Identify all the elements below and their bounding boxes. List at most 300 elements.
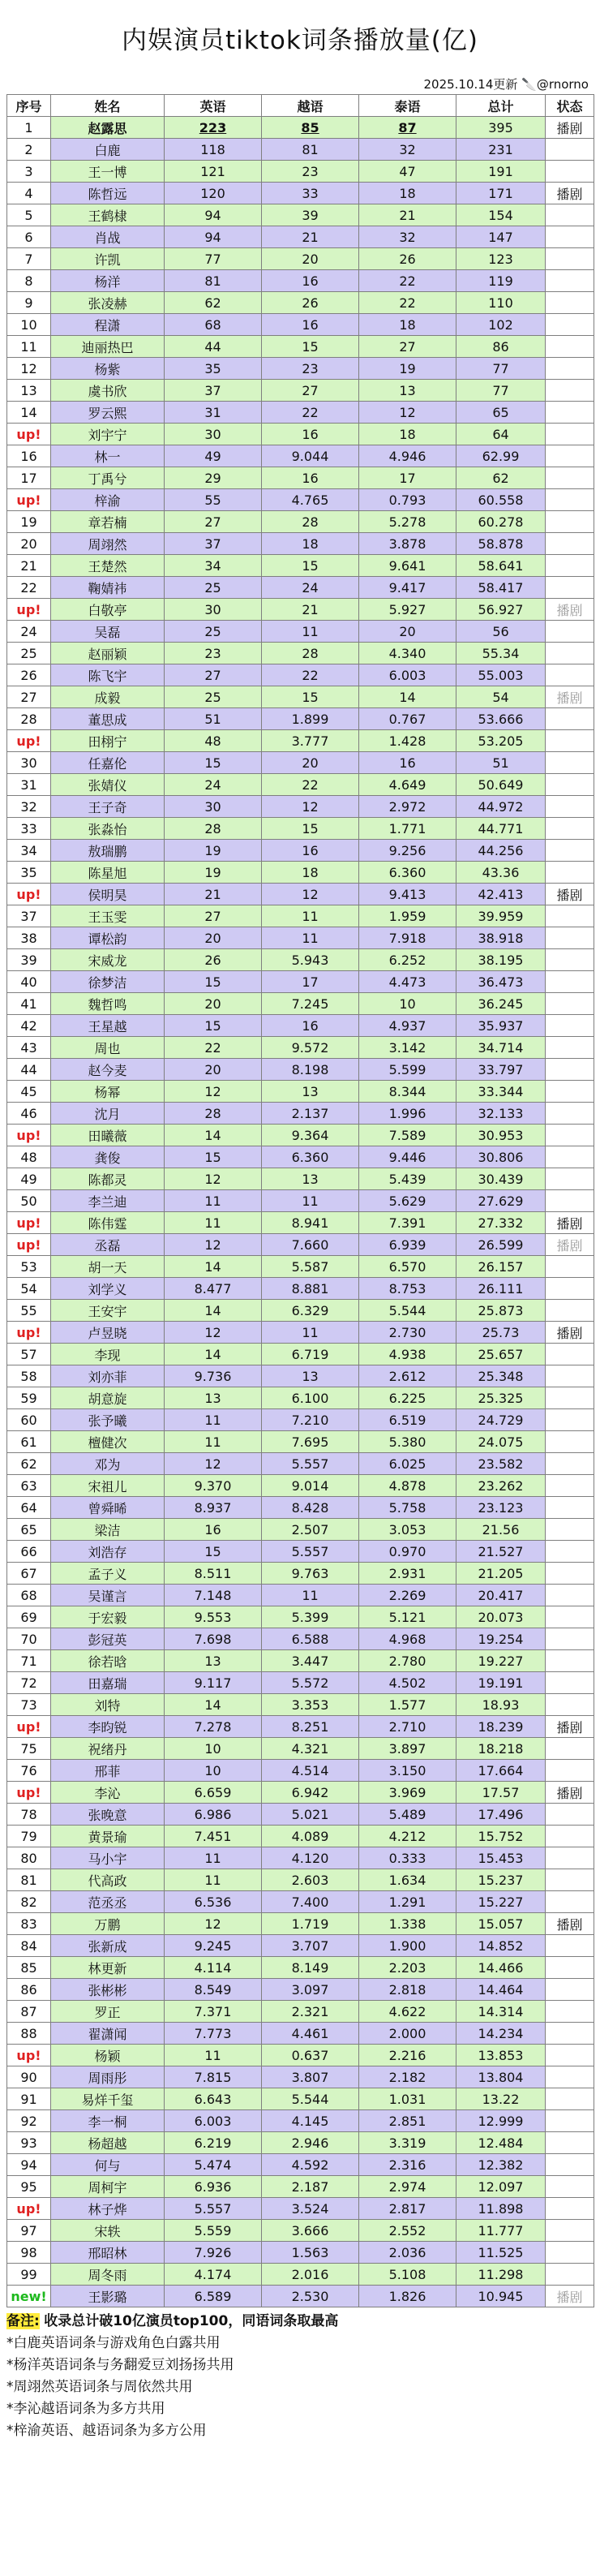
table-row <box>7 336 594 358</box>
row-name: 魏哲鸣 <box>51 993 165 1015</box>
row-name: 范丞丞 <box>51 1891 165 1913</box>
row-name: 易烊千玺 <box>51 2088 165 2110</box>
row-name: 杨颖 <box>51 2045 165 2066</box>
row-english: 7.451 <box>165 1826 262 1847</box>
row-thai: 32 <box>359 139 456 161</box>
row-name: 邢昭林 <box>51 2242 165 2264</box>
row-status <box>546 292 594 314</box>
row-status <box>546 1431 594 1453</box>
table-row <box>7 1716 594 1738</box>
notes-label: 备注: <box>6 2313 40 2329</box>
row-name: 檀健次 <box>51 1431 165 1453</box>
row-index: 80 <box>7 1847 51 1869</box>
row-thai: 4.946 <box>359 445 456 467</box>
table-row <box>7 818 594 840</box>
row-vietnamese: 11 <box>262 927 359 949</box>
row-status <box>546 2176 594 2198</box>
row-status <box>546 1979 594 2001</box>
row-english: 31 <box>165 402 262 424</box>
table-row <box>7 2176 594 2198</box>
row-index: 25 <box>7 643 51 664</box>
row-status <box>546 2023 594 2045</box>
row-english: 27 <box>165 664 262 686</box>
table-row <box>7 927 594 949</box>
row-index: 61 <box>7 1431 51 1453</box>
row-name: 张凌赫 <box>51 292 165 314</box>
table-row <box>7 248 594 270</box>
row-thai: 6.519 <box>359 1409 456 1431</box>
row-thai: 4.473 <box>359 971 456 993</box>
row-english: 7.278 <box>165 1716 262 1738</box>
row-index: 58 <box>7 1365 51 1387</box>
row-english: 11 <box>165 1212 262 1234</box>
row-name: 吴谨言 <box>51 1585 165 1606</box>
row-index: 81 <box>7 1869 51 1891</box>
row-name: 杨洋 <box>51 270 165 292</box>
row-thai: 26 <box>359 248 456 270</box>
row-total: 171 <box>456 183 546 204</box>
row-status <box>546 1957 594 1979</box>
row-thai: 4.878 <box>359 1475 456 1497</box>
table-row <box>7 489 594 511</box>
row-english: 4.174 <box>165 2264 262 2286</box>
row-index: 46 <box>7 1103 51 1125</box>
row-status <box>546 708 594 730</box>
row-name: 张淼怡 <box>51 818 165 840</box>
row-index: 3 <box>7 161 51 183</box>
row-thai: 2.036 <box>359 2242 456 2264</box>
header-index: 序号 <box>7 95 51 117</box>
table-row <box>7 555 594 577</box>
row-total: 44.771 <box>456 818 546 840</box>
row-total: 15.227 <box>456 1891 546 1913</box>
row-thai: 20 <box>359 621 456 643</box>
row-total: 38.918 <box>456 927 546 949</box>
row-name: 王鹤棣 <box>51 204 165 226</box>
row-thai: 5.121 <box>359 1606 456 1628</box>
row-vietnamese: 3.353 <box>262 1694 359 1716</box>
row-english: 14 <box>165 1256 262 1278</box>
row-name: 杨幂 <box>51 1081 165 1103</box>
row-vietnamese: 2.603 <box>262 1869 359 1891</box>
row-index: 17 <box>7 467 51 489</box>
table-row <box>7 752 594 774</box>
row-status <box>546 664 594 686</box>
row-index: 59 <box>7 1387 51 1409</box>
row-thai: 3.142 <box>359 1037 456 1059</box>
table-row <box>7 971 594 993</box>
row-thai: 12 <box>359 402 456 424</box>
row-index: 8 <box>7 270 51 292</box>
table-row <box>7 1738 594 1760</box>
row-name: 肖战 <box>51 226 165 248</box>
row-name: 鞠婧祎 <box>51 577 165 599</box>
row-index: 11 <box>7 336 51 358</box>
row-status <box>546 774 594 796</box>
row-index: up! <box>7 2198 51 2220</box>
row-vietnamese: 81 <box>262 139 359 161</box>
row-index: 93 <box>7 2132 51 2154</box>
row-name: 周冬雨 <box>51 2264 165 2286</box>
row-total: 19.254 <box>456 1628 546 1650</box>
row-vietnamese: 5.572 <box>262 1672 359 1694</box>
row-name: 王玉雯 <box>51 905 165 927</box>
row-english: 77 <box>165 248 262 270</box>
row-status: 播剧 <box>546 1782 594 1804</box>
row-vietnamese: 26 <box>262 292 359 314</box>
row-status <box>546 1278 594 1300</box>
table-row <box>7 577 594 599</box>
row-thai: 16 <box>359 752 456 774</box>
row-thai: 5.629 <box>359 1190 456 1212</box>
row-name: 林一 <box>51 445 165 467</box>
row-index: up! <box>7 1782 51 1804</box>
row-vietnamese: 3.524 <box>262 2198 359 2220</box>
table-row <box>7 884 594 905</box>
row-vietnamese: 1.899 <box>262 708 359 730</box>
table-row <box>7 1869 594 1891</box>
row-status <box>546 2066 594 2088</box>
row-english: 12 <box>165 1322 262 1344</box>
row-name: 白鹿 <box>51 139 165 161</box>
row-english: 12 <box>165 1081 262 1103</box>
row-index: 38 <box>7 927 51 949</box>
row-vietnamese: 5.557 <box>262 1453 359 1475</box>
row-vietnamese: 9.044 <box>262 445 359 467</box>
row-english: 121 <box>165 161 262 183</box>
row-index: 76 <box>7 1760 51 1782</box>
row-thai: 2.730 <box>359 1322 456 1344</box>
row-english: 10 <box>165 1760 262 1782</box>
row-thai: 3.053 <box>359 1519 456 1541</box>
row-english: 30 <box>165 599 262 621</box>
row-index: 21 <box>7 555 51 577</box>
table-row <box>7 358 594 380</box>
row-index: 68 <box>7 1585 51 1606</box>
row-english: 28 <box>165 1103 262 1125</box>
row-english: 34 <box>165 555 262 577</box>
note-item: *白鹿英语词条与游戏角色白露共用 <box>6 2335 221 2351</box>
row-status: 播剧 <box>546 1716 594 1738</box>
row-status <box>546 511 594 533</box>
row-status <box>546 445 594 467</box>
row-status <box>546 1168 594 1190</box>
row-status <box>546 1409 594 1431</box>
row-thai: 2.972 <box>359 796 456 818</box>
row-status <box>546 1804 594 1826</box>
row-thai: 18 <box>359 183 456 204</box>
row-total: 39.959 <box>456 905 546 927</box>
table-row <box>7 1563 594 1585</box>
row-index: up! <box>7 1716 51 1738</box>
row-thai: 1.959 <box>359 905 456 927</box>
row-english: 19 <box>165 862 262 884</box>
row-name: 何与 <box>51 2154 165 2176</box>
row-thai: 4.937 <box>359 1015 456 1037</box>
row-status <box>546 2088 594 2110</box>
row-status <box>546 204 594 226</box>
row-index: 13 <box>7 380 51 402</box>
row-total: 15.057 <box>456 1913 546 1935</box>
row-english: 7.698 <box>165 1628 262 1650</box>
row-index: 1 <box>7 117 51 139</box>
row-vietnamese: 8.428 <box>262 1497 359 1519</box>
row-status <box>546 555 594 577</box>
row-english: 118 <box>165 139 262 161</box>
row-english: 12 <box>165 1913 262 1935</box>
row-thai: 17 <box>359 467 456 489</box>
row-vietnamese: 11 <box>262 1190 359 1212</box>
row-total: 12.999 <box>456 2110 546 2132</box>
row-status <box>546 139 594 161</box>
table-row <box>7 226 594 248</box>
row-thai: 13 <box>359 380 456 402</box>
row-total: 53.666 <box>456 708 546 730</box>
row-vietnamese: 15 <box>262 336 359 358</box>
row-status <box>546 840 594 862</box>
table-row <box>7 2264 594 2286</box>
row-vietnamese: 6.719 <box>262 1344 359 1365</box>
row-english: 11 <box>165 1431 262 1453</box>
row-index: 40 <box>7 971 51 993</box>
row-vietnamese: 5.399 <box>262 1606 359 1628</box>
row-thai: 27 <box>359 336 456 358</box>
table-row <box>7 1497 594 1519</box>
row-index: 14 <box>7 402 51 424</box>
row-vietnamese: 13 <box>262 1365 359 1387</box>
row-status <box>546 1037 594 1059</box>
row-name: 陈星旭 <box>51 862 165 884</box>
table-row <box>7 1826 594 1847</box>
row-index: 75 <box>7 1738 51 1760</box>
row-total: 36.473 <box>456 971 546 993</box>
row-vietnamese: 3.097 <box>262 1979 359 2001</box>
row-name: 丞磊 <box>51 1234 165 1256</box>
row-index: 84 <box>7 1935 51 1957</box>
row-index: 10 <box>7 314 51 336</box>
row-status <box>546 993 594 1015</box>
row-thai: 32 <box>359 226 456 248</box>
row-english: 12 <box>165 1453 262 1475</box>
row-vietnamese: 5.587 <box>262 1256 359 1278</box>
table-row <box>7 949 594 971</box>
row-vietnamese: 4.145 <box>262 2110 359 2132</box>
row-vietnamese: 17 <box>262 971 359 993</box>
row-status <box>546 2264 594 2286</box>
row-english: 14 <box>165 1125 262 1146</box>
row-total: 21.527 <box>456 1541 546 1563</box>
row-status <box>546 1585 594 1606</box>
row-vietnamese: 22 <box>262 664 359 686</box>
row-total: 17.496 <box>456 1804 546 1826</box>
row-total: 14.852 <box>456 1935 546 1957</box>
row-status <box>546 1738 594 1760</box>
table-row <box>7 2045 594 2066</box>
row-thai: 5.278 <box>359 511 456 533</box>
table-row <box>7 2110 594 2132</box>
row-english: 24 <box>165 774 262 796</box>
row-english: 94 <box>165 226 262 248</box>
row-thai: 47 <box>359 161 456 183</box>
table-row <box>7 599 594 621</box>
row-vietnamese: 16 <box>262 270 359 292</box>
row-index: 49 <box>7 1168 51 1190</box>
row-vietnamese: 6.100 <box>262 1387 359 1409</box>
table-row <box>7 2242 594 2264</box>
row-name: 张彬彬 <box>51 1979 165 2001</box>
row-english: 4.114 <box>165 1957 262 1979</box>
row-index: 5 <box>7 204 51 226</box>
row-total: 13.22 <box>456 2088 546 2110</box>
row-thai: 87 <box>359 117 456 139</box>
row-vietnamese: 22 <box>262 402 359 424</box>
row-status <box>546 621 594 643</box>
row-vietnamese: 4.592 <box>262 2154 359 2176</box>
row-thai: 0.793 <box>359 489 456 511</box>
row-vietnamese: 3.447 <box>262 1650 359 1672</box>
row-name: 许凯 <box>51 248 165 270</box>
row-thai: 5.439 <box>359 1168 456 1190</box>
row-vietnamese: 7.660 <box>262 1234 359 1256</box>
row-thai: 2.931 <box>359 1563 456 1585</box>
row-english: 49 <box>165 445 262 467</box>
row-total: 14.234 <box>456 2023 546 2045</box>
row-english: 9.245 <box>165 1935 262 1957</box>
row-english: 11 <box>165 2045 262 2066</box>
row-index: 45 <box>7 1081 51 1103</box>
row-english: 94 <box>165 204 262 226</box>
table-row <box>7 1650 594 1672</box>
row-total: 231 <box>456 139 546 161</box>
row-thai: 6.252 <box>359 949 456 971</box>
row-thai: 6.003 <box>359 664 456 686</box>
row-name: 宋祖儿 <box>51 1475 165 1497</box>
row-vietnamese: 20 <box>262 752 359 774</box>
row-total: 11.525 <box>456 2242 546 2264</box>
table-row <box>7 2088 594 2110</box>
row-vietnamese: 6.942 <box>262 1782 359 1804</box>
row-english: 37 <box>165 533 262 555</box>
table-row <box>7 643 594 664</box>
row-thai: 19 <box>359 358 456 380</box>
row-thai: 5.380 <box>359 1431 456 1453</box>
row-vietnamese: 2.321 <box>262 2001 359 2023</box>
row-status <box>546 949 594 971</box>
row-total: 86 <box>456 336 546 358</box>
row-english: 7.926 <box>165 2242 262 2264</box>
row-thai: 0.970 <box>359 1541 456 1563</box>
row-total: 62.99 <box>456 445 546 467</box>
row-vietnamese: 16 <box>262 424 359 445</box>
row-vietnamese: 33 <box>262 183 359 204</box>
row-total: 110 <box>456 292 546 314</box>
table-row <box>7 1694 594 1716</box>
row-thai: 22 <box>359 270 456 292</box>
row-english: 10 <box>165 1738 262 1760</box>
row-total: 50.649 <box>456 774 546 796</box>
row-total: 154 <box>456 204 546 226</box>
row-status <box>546 862 594 884</box>
row-total: 18.93 <box>456 1694 546 1716</box>
row-name: 王影璐 <box>51 2286 165 2307</box>
row-vietnamese: 16 <box>262 314 359 336</box>
row-total: 18.239 <box>456 1716 546 1738</box>
table-row <box>7 402 594 424</box>
row-thai: 18 <box>359 314 456 336</box>
row-status <box>546 1300 594 1322</box>
table-row <box>7 1190 594 1212</box>
row-index: 87 <box>7 2001 51 2023</box>
row-thai: 1.634 <box>359 1869 456 1891</box>
table-row <box>7 161 594 183</box>
row-vietnamese: 15 <box>262 555 359 577</box>
row-name: 万鹏 <box>51 1913 165 1935</box>
row-name: 赵今麦 <box>51 1059 165 1081</box>
row-name: 李沁 <box>51 1782 165 1804</box>
row-name: 卢昱晓 <box>51 1322 165 1344</box>
row-vietnamese: 22 <box>262 774 359 796</box>
row-total: 19.227 <box>456 1650 546 1672</box>
row-vietnamese: 8.881 <box>262 1278 359 1300</box>
row-status: 播剧 <box>546 686 594 708</box>
row-vietnamese: 9.014 <box>262 1475 359 1497</box>
row-vietnamese: 18 <box>262 862 359 884</box>
row-thai: 5.758 <box>359 1497 456 1519</box>
row-name: 于宏毅 <box>51 1606 165 1628</box>
row-english: 55 <box>165 489 262 511</box>
row-total: 12.097 <box>456 2176 546 2198</box>
table-row <box>7 1059 594 1081</box>
row-thai: 9.413 <box>359 884 456 905</box>
row-name: 赵丽颖 <box>51 643 165 664</box>
table-row <box>7 292 594 314</box>
row-total: 11.298 <box>456 2264 546 2286</box>
row-status <box>546 796 594 818</box>
row-status <box>546 226 594 248</box>
row-name: 张新成 <box>51 1935 165 1957</box>
row-vietnamese: 2.187 <box>262 2176 359 2198</box>
row-total: 14.466 <box>456 1957 546 1979</box>
row-vietnamese: 85 <box>262 117 359 139</box>
row-english: 11 <box>165 1847 262 1869</box>
row-thai: 14 <box>359 686 456 708</box>
table-row <box>7 862 594 884</box>
row-name: 丁禹兮 <box>51 467 165 489</box>
table-row <box>7 1256 594 1278</box>
row-status <box>546 1387 594 1409</box>
row-thai: 6.225 <box>359 1387 456 1409</box>
row-name: 宋威龙 <box>51 949 165 971</box>
row-status <box>546 1541 594 1563</box>
header-name: 姓名 <box>51 95 165 117</box>
row-status <box>546 380 594 402</box>
row-total: 12.484 <box>456 2132 546 2154</box>
row-index: 71 <box>7 1650 51 1672</box>
row-status <box>546 1365 594 1387</box>
table-row <box>7 1278 594 1300</box>
notes-section <box>6 2311 600 2442</box>
table-row <box>7 2286 594 2307</box>
row-status <box>546 1650 594 1672</box>
row-name: 徐梦洁 <box>51 971 165 993</box>
row-index: 78 <box>7 1804 51 1826</box>
row-vietnamese: 6.588 <box>262 1628 359 1650</box>
row-english: 7.148 <box>165 1585 262 1606</box>
row-thai: 21 <box>359 204 456 226</box>
row-vietnamese: 5.943 <box>262 949 359 971</box>
row-index: 90 <box>7 2066 51 2088</box>
table-row <box>7 2198 594 2220</box>
